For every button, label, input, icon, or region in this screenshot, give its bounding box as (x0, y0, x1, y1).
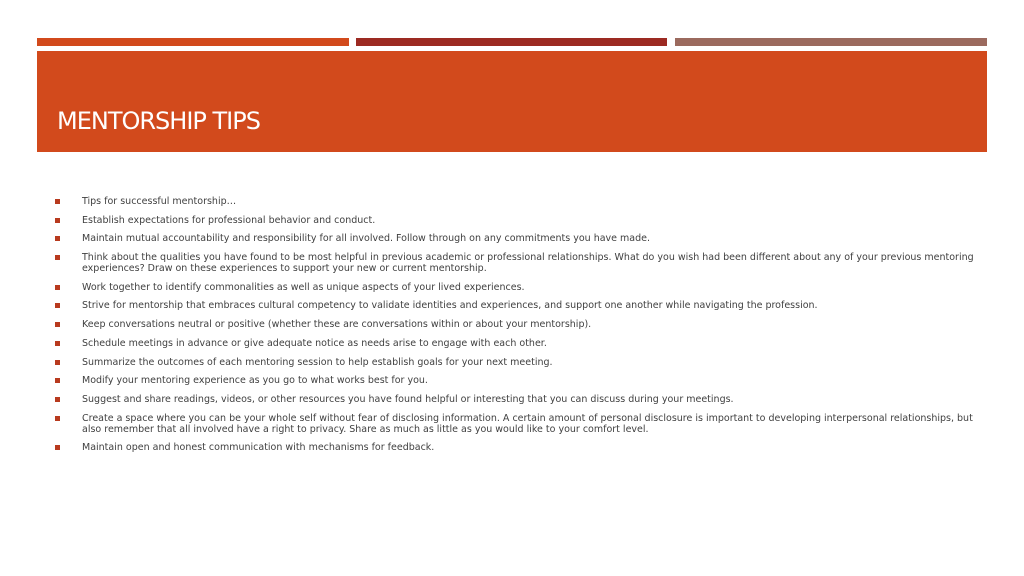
bullet-list (55, 196, 975, 461)
bullet-item (55, 357, 975, 368)
bullet-item (55, 252, 975, 274)
accent-bar-right (675, 38, 987, 46)
bullet-text: Schedule meetings in advance or give adequate notice as needs arise to engage with each other. (82, 337, 547, 349)
bullet-text: Suggest and share readings, videos, or other resources you have found helpful or interesting that you can discuss during your meetings. (82, 393, 734, 405)
bullet-item (55, 338, 975, 349)
bullet-item (55, 215, 975, 226)
bullet-text: Think about the qualities you have found to be most helpful in previous academic or professional relationships. What do you wish had been different about any of your previous mentoring experiences? Draw on these experiences to support your new or current mentorship. (82, 252, 974, 275)
bullet-item (55, 442, 975, 453)
bullet-text: Summarize the outcomes of each mentoring session to help establish goals for your next meeting. (82, 356, 553, 368)
bullet-text: Establish expectations for professional behavior and conduct. (82, 214, 376, 226)
square-bullet-icon (55, 360, 60, 365)
accent-bar-middle (356, 38, 667, 46)
bullet-item (55, 233, 975, 244)
bullet-item (55, 300, 975, 311)
bullet-text: Modify your mentoring experience as you go to what works best for you. (82, 375, 428, 387)
slide-title: MENTORSHIP TIPS (57, 107, 260, 135)
square-bullet-icon (55, 199, 60, 204)
square-bullet-icon (55, 378, 60, 383)
square-bullet-icon (55, 236, 60, 241)
bullet-item (55, 413, 975, 435)
bullet-text: Create a space where you can be your whole self without fear of disclosing information. A certain amount of personal disclosure is important to developing interpersonal relationships, but also remember that all involved have a right to privacy. Share as much as little as you would like to your comfort level. (82, 412, 973, 435)
bullet-item (55, 319, 975, 330)
square-bullet-icon (55, 303, 60, 308)
square-bullet-icon (55, 285, 60, 290)
square-bullet-icon (55, 218, 60, 223)
bullet-text: Keep conversations neutral or positive (whether these are conversations within or about your mentorship). (82, 319, 592, 331)
square-bullet-icon (55, 445, 60, 450)
bullet-item (55, 196, 975, 207)
bullet-text: Maintain open and honest communication with mechanisms for feedback. (82, 442, 435, 454)
square-bullet-icon (55, 255, 60, 260)
bullet-text: Work together to identify commonalities as well as unique aspects of your lived experiences. (82, 281, 525, 293)
title-band (37, 51, 987, 152)
square-bullet-icon (55, 341, 60, 346)
bullet-text: Tips for successful mentorship… (82, 196, 237, 207)
bullet-item (55, 375, 975, 386)
accent-bar-left (37, 38, 349, 46)
square-bullet-icon (55, 416, 60, 421)
square-bullet-icon (55, 397, 60, 402)
bullet-text: Maintain mutual accountability and responsibility for all involved. Follow through on any commitments you have made. (82, 233, 651, 245)
bullet-item (55, 394, 975, 405)
bullet-item (55, 282, 975, 293)
square-bullet-icon (55, 322, 60, 327)
bullet-text: Strive for mentorship that embraces cultural competency to validate identities and experiences, and support one another while navigating the profession. (82, 300, 818, 312)
